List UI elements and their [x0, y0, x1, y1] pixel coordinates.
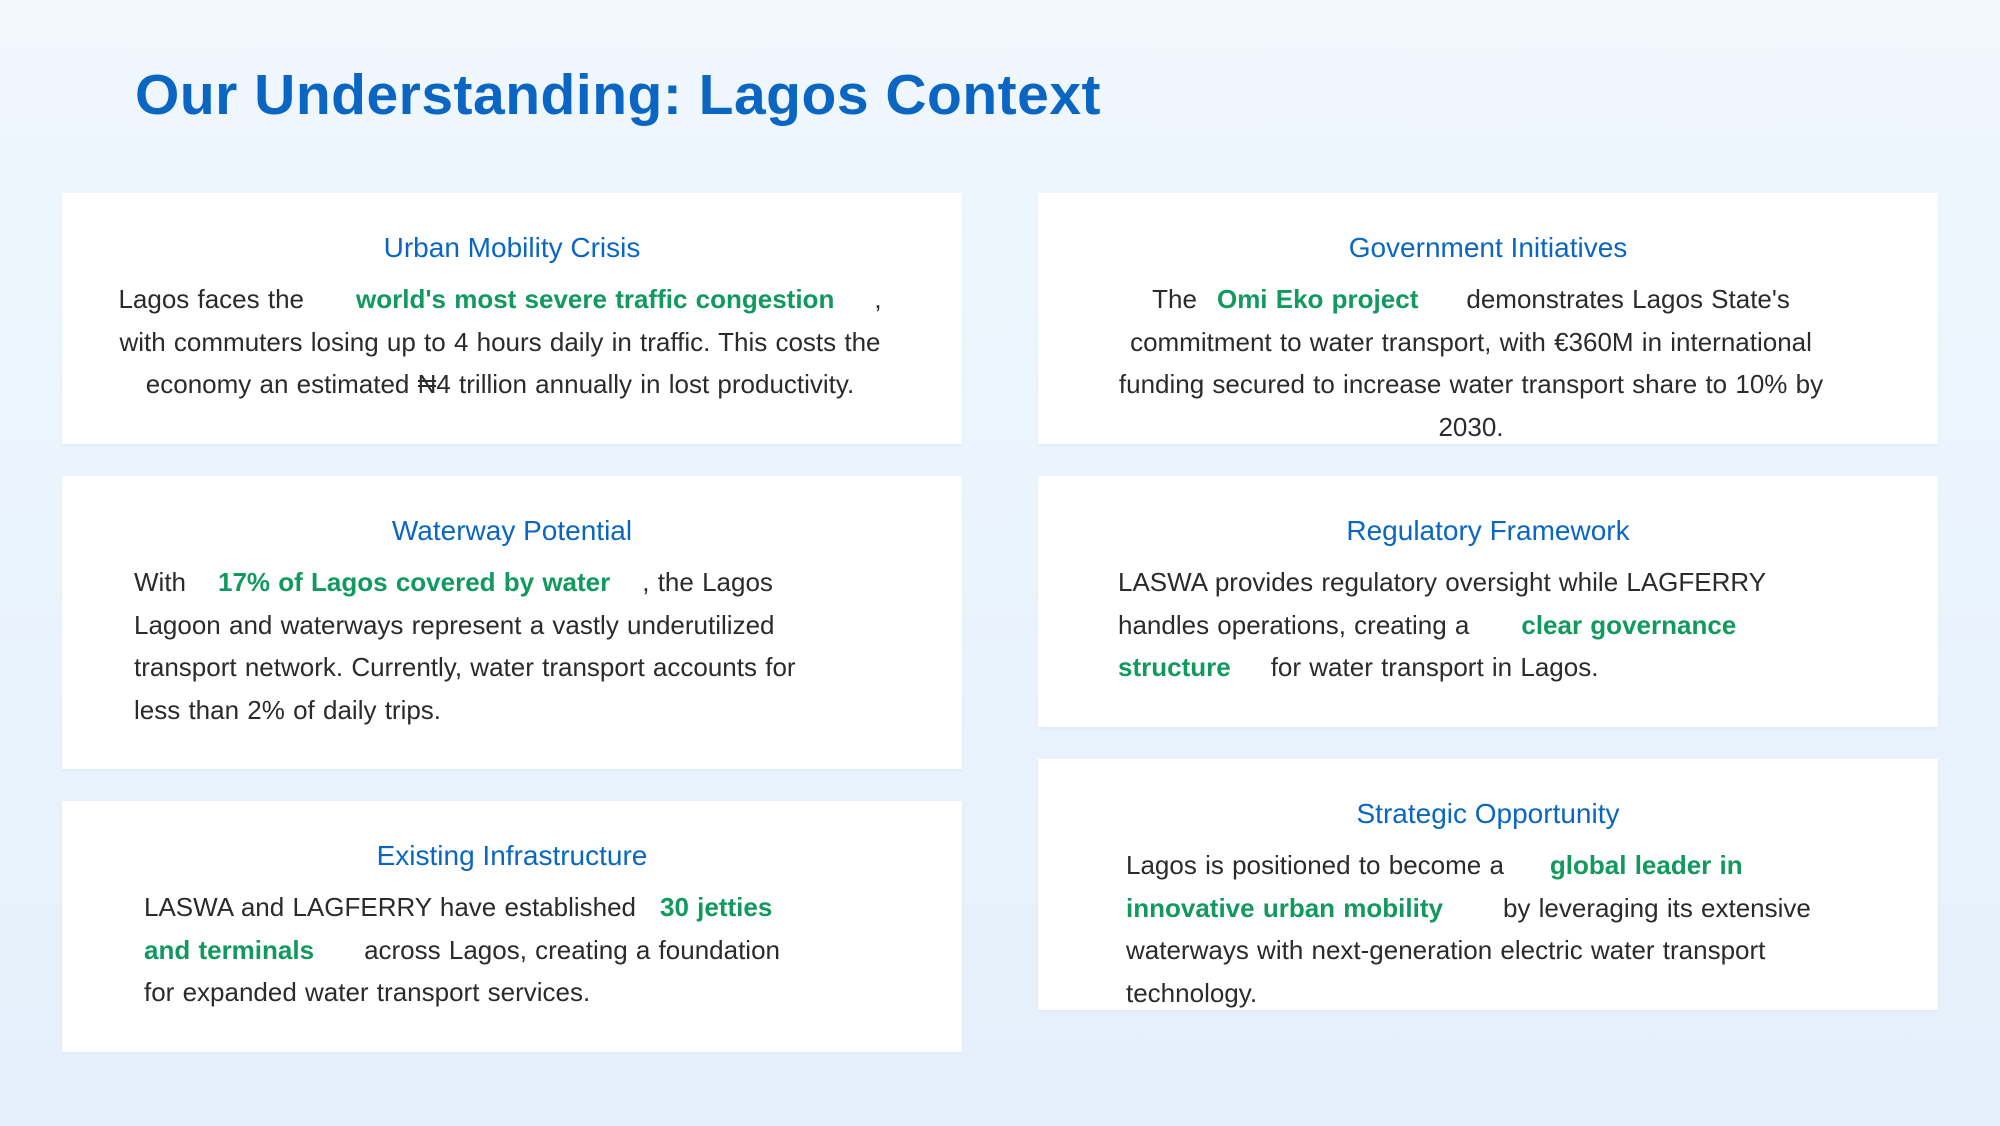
card-body	[102, 264, 922, 406]
card-government-initiatives	[1038, 193, 1938, 444]
body-text-pre: The	[1152, 284, 1197, 314]
card-body	[1078, 264, 1898, 448]
card-heading: Existing Infrastructure	[376, 840, 648, 871]
body-text-pre: LASWA and LAGFERRY have established	[144, 892, 637, 922]
card-heading: Regulatory Framework	[1346, 515, 1630, 546]
body-highlight: world's most severe traffic congestion	[356, 284, 835, 314]
body-highlight: 17% of Lagos covered by water	[218, 567, 611, 597]
body-text-post: , with commuters losing up to 4 hours daily in traffic. This costs the economy an estimated ₦4 trillion annually in lost productivity.	[119, 284, 882, 399]
body-text-pre: Lagos is positioned to become a	[1126, 850, 1504, 880]
body-text-post: demonstrates Lagos State's commitment to water transport, with €360M in international funding secured to increase water transport share to 10% by 2030.	[1118, 284, 1824, 442]
body-highlight: Omi Eko project	[1216, 284, 1419, 314]
card-body	[1078, 547, 1898, 689]
card-heading: Government Initiatives	[1348, 232, 1628, 263]
card-body	[102, 872, 922, 1014]
card-strategic-opportunity	[1038, 759, 1938, 1010]
body-highlight: 30 jetties and terminals	[144, 892, 773, 965]
body-text-post: across Lagos, creating a foundation for expanded water transport services.	[144, 934, 780, 1007]
card-body	[1078, 830, 1898, 1014]
body-text-post: by leveraging its extensive waterways with next-generation electric water transport technology.	[1126, 892, 1811, 1008]
body-text-pre: LASWA provides regulatory oversight while LAGFERRY handles operations, creating a	[1118, 567, 1766, 640]
card-heading: Strategic Opportunity	[1356, 798, 1620, 829]
card-heading: Urban Mobility Crisis	[383, 232, 641, 263]
card-existing-infrastructure	[62, 801, 962, 1052]
card-regulatory-framework	[1038, 476, 1938, 727]
card-heading: Waterway Potential	[391, 515, 633, 546]
body-text-post: for water transport in Lagos.	[1270, 652, 1599, 682]
card-body	[102, 547, 922, 731]
body-highlight: clear governance structure	[1118, 609, 1737, 682]
body-text-post: , the Lagos Lagoon and waterways represent a vastly underutilized transport network. Currently, water transport accounts for less than 2% of daily trips.	[134, 567, 796, 725]
body-highlight: global leader in innovative urban mobility	[1126, 850, 1743, 923]
card-waterway-potential	[62, 476, 962, 769]
card-urban-mobility-crisis	[62, 193, 962, 444]
body-text-pre: With	[134, 567, 186, 597]
page-title: Our Understanding: Lagos Context	[135, 63, 1102, 127]
body-text-pre: Lagos faces the	[118, 284, 305, 314]
